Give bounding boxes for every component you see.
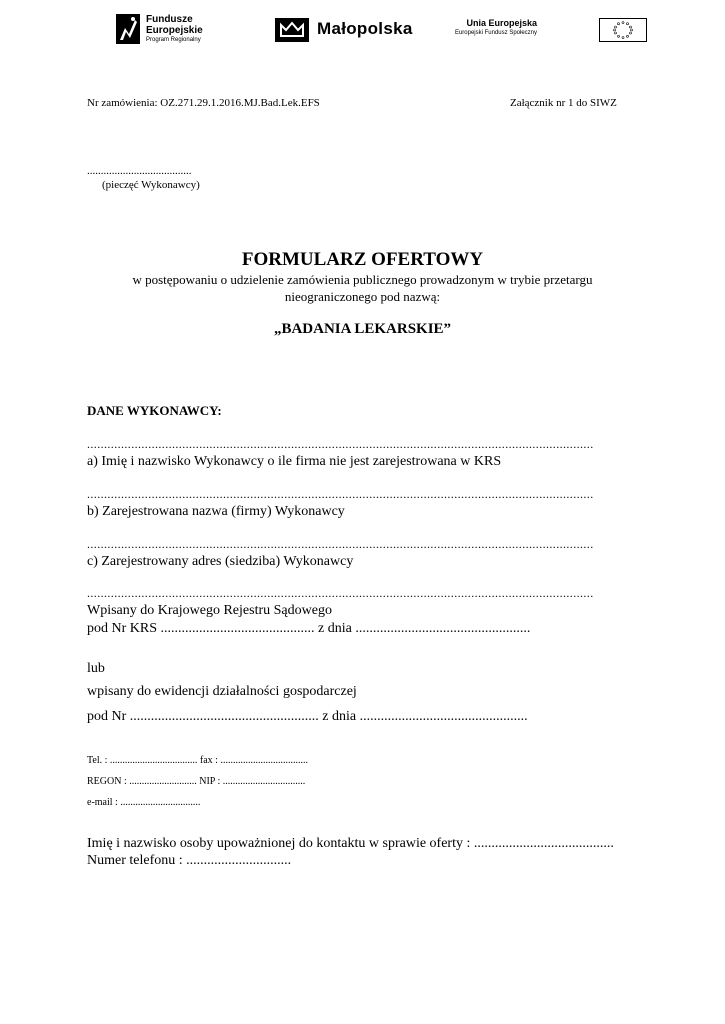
field-c-label: c) Zarejestrowany adres (siedziba) Wykonawcy [87,554,354,569]
contractor-heading: DANE WYKONAWCY: [87,403,222,418]
dotline-c[interactable]: ..................................................................................................................................................... [87,537,594,551]
ceidg-line2[interactable]: pod Nr ...................................................... z dnia ................................................ [87,709,528,724]
form-subtitle-line1: w postępowaniu o udzielenie zamówienia publicznego prowadzonym w trybie przetargu [132,272,593,287]
fundusze-europejskie-icon [116,14,140,44]
ue-title: Unia Europejska [466,18,537,28]
malopolska-crown-icon [275,18,309,42]
attachment-label: Załącznik nr 1 do SIWZ [510,97,617,109]
field-a-label: a) Imię i nazwisko Wykonawcy o ile firma nie jest zarejestrowana w KRS [87,454,502,469]
order-number: Nr zamówienia: OZ.271.29.1.2016.MJ.Bad.Lek.EFS [87,97,320,109]
dotline-a[interactable]: ..................................................................................................................................................... [87,437,594,451]
krs-line1: Wpisany do Krajowego Rejestru Sądowego [87,603,332,618]
or-label: lub [87,661,105,676]
ceidg-line1: wpisany do ewidencji działalności gospodarczej [87,684,357,699]
fe-line3: Program Regionalny [146,37,201,43]
form-title: FORMULARZ OFERTOWY [241,249,484,270]
dotline-d[interactable]: ..................................................................................................................................................... [87,586,594,600]
krs-line2[interactable]: pod Nr KRS ............................................ z dnia .................................................. [87,621,531,636]
procurement-name: „BADANIA LEKARSKIE” [273,321,452,337]
eu-flag-icon [599,18,647,42]
contact-phone-line[interactable]: Numer telefonu : .............................. [87,853,292,868]
tel-fax-line[interactable]: Tel. : ................................... fax : ................................... [87,755,308,766]
fe-line2: Europejskie [146,25,203,36]
fe-line1: Fundusze [146,14,193,25]
regon-nip-line[interactable]: REGON : ........................... NIP : ................................. [87,776,306,787]
stamp-dots: ...................................... [87,165,192,177]
email-line[interactable]: e-mail : ................................ [87,797,201,808]
malopolska-text: Małopolska [317,19,413,38]
dotline-b[interactable]: ..................................................................................................................................................... [87,487,594,501]
form-subtitle-line2: nieograniczonego pod nazwą: [284,289,441,304]
ue-subtitle: Europejski Fundusz Społeczny [454,30,537,36]
contact-person-line[interactable]: Imię i nazwisko osoby upoważnionej do kontaktu w sprawie oferty : ........................................ [87,836,614,851]
stamp-label: (pieczęć Wykonawcy) [102,179,200,191]
field-b-label: b) Zarejestrowana nazwa (firmy) Wykonawcy [87,504,345,519]
unia-europejska-logo [454,18,645,44]
